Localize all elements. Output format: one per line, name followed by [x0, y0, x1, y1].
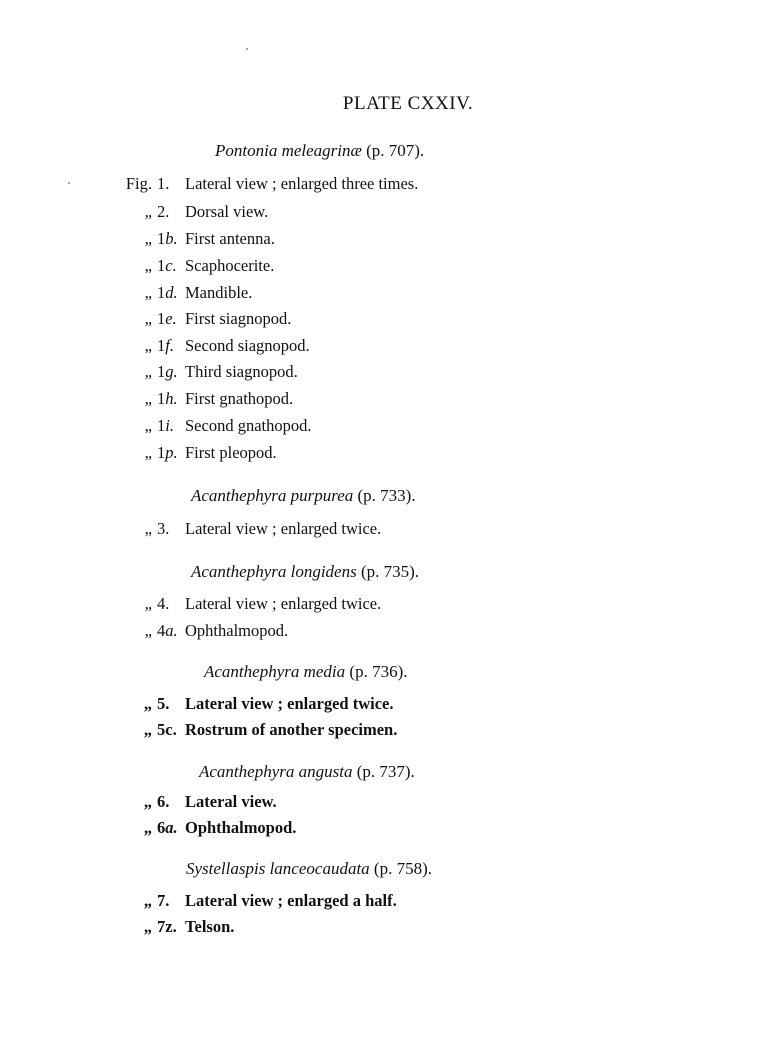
figure-description: First antenna. [185, 229, 275, 248]
plate-title: PLATE CXXIV. [342, 93, 474, 114]
figure-description: First siagnopod. [185, 309, 292, 328]
figure-number: 7z. [157, 917, 177, 936]
figure-description: Telson. [185, 917, 235, 936]
ditto-mark: „ [144, 416, 152, 435]
page-reference: (p. 735). [360, 562, 420, 581]
figure-entry [122, 443, 277, 463]
figure-description: Second gnathopod. [185, 416, 312, 435]
figure-description: Second siagnopod. [185, 336, 310, 355]
figure-number: 1e. [157, 309, 177, 328]
page-reference: (p. 758). [373, 859, 432, 878]
figure-number: 1. [157, 174, 170, 193]
species-heading [191, 562, 419, 582]
page-reference: (p. 737). [356, 762, 415, 781]
ditto-mark: „ [144, 443, 152, 462]
figure-description: First pleopod. [185, 443, 277, 462]
figure-number: 1d. [157, 283, 178, 302]
figure-entry [122, 818, 296, 838]
species-name: Acanthephyra media [204, 662, 346, 681]
figure-description: Lateral view ; enlarged twice. [185, 594, 382, 613]
figure-entry [122, 256, 274, 276]
figure-description: Ophthalmopod. [185, 621, 289, 640]
figure-number: 7. [157, 891, 170, 910]
paper-speck [246, 48, 248, 50]
species-heading [199, 762, 415, 782]
figure-mark: Fig. [125, 174, 152, 193]
figure-description: Scaphocerite. [185, 256, 275, 275]
ditto-mark: „ [143, 792, 152, 811]
ditto-mark: „ [143, 694, 152, 713]
species-name: Systellaspis lanceocaudata [186, 859, 370, 878]
figure-number: 1f. [157, 336, 174, 355]
ditto-mark: „ [144, 594, 152, 613]
figure-number: 4. [157, 594, 170, 613]
ditto-mark: „ [144, 309, 152, 328]
figure-number: 5c. [157, 720, 177, 739]
figure-entry [122, 229, 275, 249]
ditto-mark: „ [144, 336, 152, 355]
figure-entry [122, 917, 234, 937]
species-name: Acanthephyra longidens [191, 562, 357, 581]
species-heading [215, 141, 424, 161]
figure-entry [122, 362, 298, 382]
ditto-mark: „ [143, 891, 152, 910]
figure-number: 3. [157, 519, 170, 538]
figure-description: First gnathopod. [185, 389, 294, 408]
species-heading [204, 662, 407, 682]
figure-description: Mandible. [185, 283, 253, 302]
species-name: Acanthephyra purpurea [191, 486, 354, 505]
figure-description: Lateral view ; enlarged twice. [185, 519, 382, 538]
ditto-mark: „ [144, 519, 152, 538]
ditto-mark: „ [144, 202, 152, 221]
ditto-mark: „ [144, 389, 152, 408]
figure-description: Rostrum of another specimen. [185, 720, 398, 739]
figure-description: Lateral view ; enlarged a half. [185, 891, 397, 910]
figure-entry [122, 792, 277, 812]
page-reference: (p. 736). [349, 662, 408, 681]
figure-entry [122, 891, 397, 911]
figure-entry [122, 336, 310, 356]
figure-number: 1b. [157, 229, 178, 248]
figure-number: 5. [157, 694, 170, 713]
figure-description: Ophthalmopod. [185, 818, 297, 837]
figure-entry [122, 720, 397, 740]
species-heading [191, 486, 416, 506]
species-heading [186, 859, 432, 879]
figure-entry [122, 416, 311, 436]
ditto-mark: „ [144, 362, 152, 381]
figure-description: Lateral view. [185, 792, 277, 811]
figure-number: 6a. [157, 818, 178, 837]
figure-entry [122, 519, 381, 539]
ditto-mark: „ [144, 621, 152, 640]
ditto-mark: „ [143, 720, 152, 739]
figure-description: Lateral view ; enlarged twice. [185, 694, 394, 713]
figure-description: Dorsal view. [185, 202, 269, 221]
figure-description: Third siagnopod. [185, 362, 298, 381]
figure-number: 1p. [157, 443, 178, 462]
figure-entry [122, 309, 291, 329]
figure-entry [122, 202, 268, 222]
figure-number: 4a. [157, 621, 178, 640]
figure-entry [122, 174, 418, 194]
figure-entry [122, 594, 381, 614]
ditto-mark: „ [143, 917, 152, 936]
figure-entry [122, 694, 393, 714]
ditto-mark: „ [144, 229, 152, 248]
figure-entry [122, 389, 293, 409]
figure-number: 1h. [157, 389, 178, 408]
figure-description: Lateral view ; enlarged three times. [185, 174, 419, 193]
ditto-mark: „ [144, 283, 152, 302]
figure-entry [122, 621, 288, 641]
page-reference: (p. 707). [366, 141, 425, 160]
species-name: Pontonia meleagrinæ [215, 141, 362, 160]
figure-entry [122, 283, 252, 303]
figure-number: 1c. [157, 256, 177, 275]
ditto-mark: „ [143, 818, 152, 837]
page-reference: (p. 733). [357, 486, 416, 505]
ditto-mark: „ [144, 256, 152, 275]
figure-number: 6. [157, 792, 170, 811]
species-name: Acanthephyra angusta [199, 762, 353, 781]
figure-number: 1g. [157, 362, 178, 381]
paper-speck [68, 182, 70, 184]
figure-number: 2. [157, 202, 170, 221]
figure-number: 1i. [157, 416, 174, 435]
